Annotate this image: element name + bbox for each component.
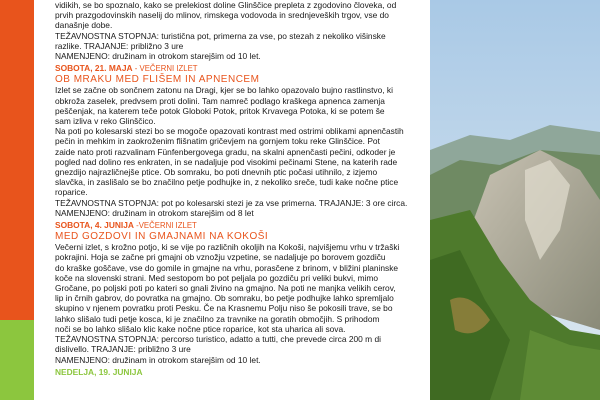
event-kind: - VEČERNI IZLET xyxy=(132,64,198,74)
event-body-line: noči se bo lahko slišalo klic kake nočne ptice roparice, kot sta uharica ali sova. xyxy=(55,323,346,334)
event-body-line: skupino v njenem povratku proti Pesku. Če na Krasnemu Polju niso še pokosili trave, se bo xyxy=(55,303,393,314)
intro-section xyxy=(55,0,427,61)
green-side-bar xyxy=(0,320,34,400)
event-body-line: pečin in mehkim in zaokroženim flišnatim gričevjem na gornjem toku reke Glinščice. Pot xyxy=(55,136,380,147)
event-body-line: do kraške goščave, vse do gomile in gmajne na vrhu, porasčene z brinom, v bližini planinske xyxy=(55,262,399,273)
mountain-landscape-image xyxy=(430,0,600,400)
event-header xyxy=(55,220,427,231)
event-body-line: pokrajini. Hoja se začne pri gmajni ob vznožju vzpetine, se nadaljuje po borovem gozdiču xyxy=(55,252,386,263)
orange-side-bar xyxy=(0,0,34,320)
event-date: SOBOTA, 4. JUNIJA xyxy=(55,220,134,231)
event-body-line: Gročane, po poljski poti po kateri so gnali živino na gmajno. Na poti ne manjka velikih cerov, xyxy=(55,283,396,294)
event-body-line: koče na slovenski strani. Med sestopom bo pot peljala po gozdiču pri veliki bukvi, mimo xyxy=(55,272,379,283)
program-text xyxy=(55,0,427,377)
event-body-line: sam izliva v reko Glinščico. xyxy=(55,116,156,127)
event-body-line: zaide nato proti razvalinam Fünfenbergovega gradu, na skalni apnenčasti pečini, odkoder je xyxy=(55,146,396,157)
event-21-may xyxy=(55,63,427,218)
intro-line: prvih prazgodovinskih naselij do mlinov, rimskega vodovoda in srednjeveških trgov, vse do xyxy=(55,10,389,21)
event-body-line: Večerni izlet, s krožno potjo, ki se vije po različnih okoljih na Kokoši, najvišjemu vrhu v tržaški xyxy=(55,242,400,253)
valley-photo xyxy=(430,0,600,400)
event-kind: -VEČERNI IZLET xyxy=(133,221,197,231)
intro-line: današnje dobe. xyxy=(55,20,113,31)
event-body-line: lahko slišalo tudi petje kosca, ki je značilno za travnike na goratih območjih. S prihodom xyxy=(55,313,380,324)
event-title: OB MRAKU MED FLIŠEM IN APNENCEM xyxy=(55,74,260,86)
event-body-line: gnezdijo najrazličnejše ptice. Ob somraku, bo poti dnevnih ptic počasi utihnilo, z izjemo xyxy=(55,167,378,178)
event-body-line: pogled nad dolino res enkraten, in se nadaljuje pod visokimi pečinami Stene, na katerih rade xyxy=(55,156,398,167)
event-title: MED GOZDOVI IN GMAJNAMI NA KOKOŠI xyxy=(55,231,269,243)
event-body-line: obkroža zaselek, predvsem proti dolini. Tam namreč podlago kraškega apnenca zamenja xyxy=(55,95,385,106)
event-body-line: peščenjak, na katerem teče potok Globoki Potok, pritok Krvavega Potoka, ki se potem še xyxy=(55,105,385,116)
event-body-line: slavčka, in zaslišalo se bo značilno petje podhujke in, z nekoliko sreče, tudi kake nočne ptice xyxy=(55,177,399,188)
event-body-line: lip in črnih gabrov, do povratka na gmajno. Ob somraku, bo petje podhujke lahko spremljalo xyxy=(55,293,394,304)
event-body-line: Izlet se začne ob sončnem zatonu na Dragi, kjer se bo lahko opazovalo bujno rastlinstvo, ki xyxy=(55,85,393,96)
event-audience: NAMENJENO: družinam in otrokom starejšim od 10 let. xyxy=(55,354,261,365)
event-body-line: Na poti po kolesarski stezi bo se mogoče opazovati kontrast med ostrimi oblikami apnenčastih xyxy=(55,126,404,137)
event-header xyxy=(55,63,427,74)
intro-difficulty-2: razlike. TRAJANJE: približno 3 ure xyxy=(55,40,184,51)
intro-line: vidikih, se bo spoznalo, kako se prelekiost doline Glinščice prepleta z zgodovino človeka, od xyxy=(55,0,397,10)
event-difficulty: TEŽAVNOSTNA STOPNJA: percorso turistico, adatto a tutti, che prevede circa 200 m di xyxy=(55,334,381,345)
next-event-date: NEDELJA, 19. JUNIJA xyxy=(55,366,143,377)
event-4-june xyxy=(55,220,427,365)
next-event-header xyxy=(55,367,427,377)
intro-difficulty: TEŽAVNOSTNA STOPNJA: turistična pot, primerna za vse, po stezah z nekoliko višinske xyxy=(55,30,386,41)
event-body-line: roparice. xyxy=(55,187,88,198)
event-date: SOBOTA, 21. MAJA xyxy=(55,63,133,74)
event-audience: NAMENJENO: družinam in otrokom starejšim od 8 let xyxy=(55,207,254,218)
event-difficulty: TEŽAVNOSTNA STOPNJA: pot po kolesarski stezi je za vse primerna. TRAJANJE: 3 ore circa. xyxy=(55,197,408,208)
intro-audience: NAMENJENO: družinam in otrokom starejšim od 10 let. xyxy=(55,51,261,62)
event-difficulty-2: dislivello. TRAJANJE: približno 3 ure xyxy=(55,344,191,355)
